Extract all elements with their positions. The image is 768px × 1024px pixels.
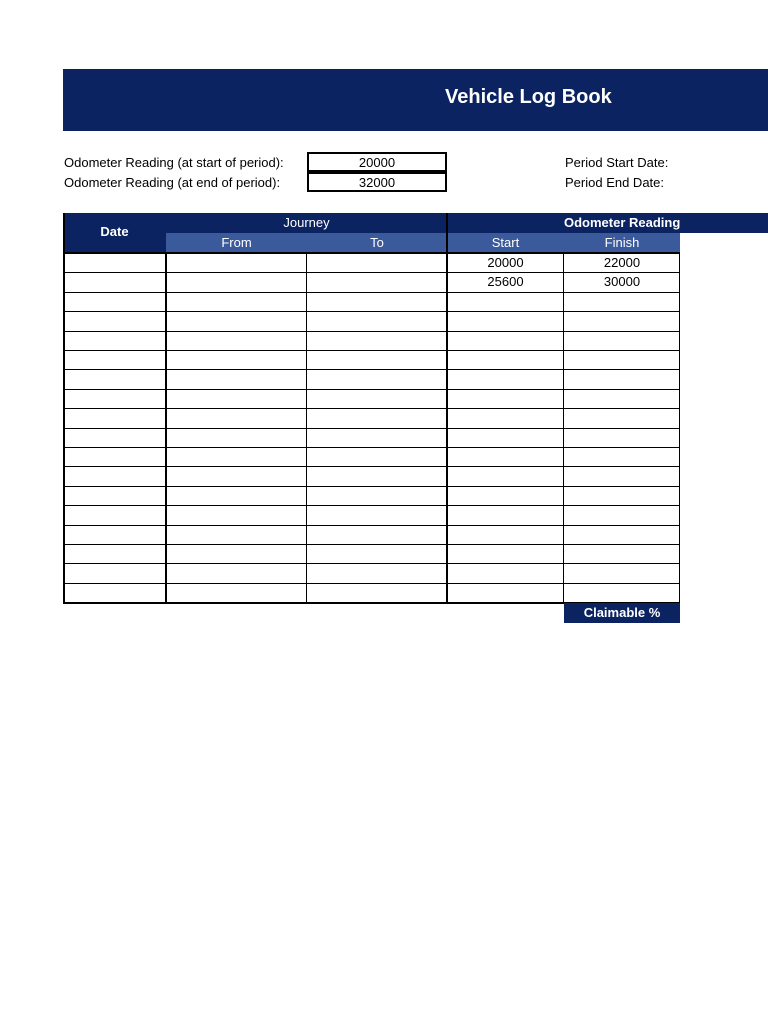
finish-cell[interactable] [564, 292, 680, 311]
start-cell[interactable] [447, 350, 564, 369]
start-cell[interactable] [447, 486, 564, 505]
from-cell[interactable] [166, 544, 307, 563]
to-cell[interactable] [307, 389, 447, 408]
column-divider [165, 253, 167, 604]
from-cell[interactable] [166, 583, 307, 602]
to-cell[interactable] [307, 563, 447, 582]
to-cell[interactable] [307, 486, 447, 505]
start-cell[interactable] [447, 311, 564, 330]
finish-cell[interactable] [564, 428, 680, 447]
to-cell[interactable] [307, 331, 447, 350]
from-cell[interactable] [166, 563, 307, 582]
finish-cell[interactable] [564, 583, 680, 602]
start-cell[interactable] [447, 544, 564, 563]
from-cell[interactable] [166, 272, 307, 291]
date-cell[interactable] [63, 311, 166, 330]
date-cell[interactable] [63, 292, 166, 311]
column-divider [63, 213, 65, 604]
column-divider [446, 213, 448, 604]
to-cell[interactable] [307, 292, 447, 311]
start-cell[interactable] [447, 525, 564, 544]
from-cell[interactable] [166, 389, 307, 408]
from-cell[interactable] [166, 447, 307, 466]
to-cell[interactable] [307, 408, 447, 427]
from-cell[interactable] [166, 331, 307, 350]
finish-cell[interactable]: 30000 [603, 274, 641, 289]
start-cell[interactable] [447, 428, 564, 447]
start-cell[interactable] [447, 292, 564, 311]
finish-cell[interactable] [564, 350, 680, 369]
start-cell[interactable]: 25600 [487, 274, 524, 289]
start-cell[interactable] [447, 369, 564, 388]
to-cell[interactable] [307, 311, 447, 330]
to-cell[interactable] [307, 253, 447, 272]
to-cell[interactable] [307, 583, 447, 602]
finish-cell[interactable] [564, 311, 680, 330]
to-cell[interactable] [307, 544, 447, 563]
to-cell[interactable] [307, 428, 447, 447]
title-banner [63, 69, 768, 131]
to-cell[interactable] [307, 525, 447, 544]
date-cell[interactable] [63, 331, 166, 350]
odometer-start-field[interactable]: 20000 [307, 152, 447, 172]
column-divider [563, 253, 564, 604]
header-divider [63, 252, 680, 254]
date-cell[interactable] [63, 350, 166, 369]
date-cell[interactable] [63, 525, 166, 544]
odometer-end-label: Odometer Reading (at end of period): [64, 175, 281, 190]
odometer-reading-header: Odometer Reading [564, 215, 681, 230]
to-cell[interactable] [307, 466, 447, 485]
to-cell[interactable] [307, 369, 447, 388]
journey-header: Journey [166, 213, 447, 233]
date-cell[interactable] [63, 466, 166, 485]
from-header: From [166, 233, 307, 253]
finish-cell[interactable] [564, 369, 680, 388]
from-cell[interactable] [166, 408, 307, 427]
finish-header: Finish [564, 233, 680, 253]
from-cell[interactable] [166, 311, 307, 330]
date-cell[interactable] [63, 583, 166, 602]
finish-cell[interactable] [564, 544, 680, 563]
date-header: Date [63, 213, 166, 253]
start-cell[interactable] [447, 583, 564, 602]
column-divider [306, 253, 307, 604]
start-cell[interactable]: 20000 [487, 255, 524, 270]
period-start-label: Period Start Date: [565, 155, 669, 170]
finish-cell[interactable] [564, 505, 680, 524]
to-header: To [307, 233, 447, 253]
finish-cell[interactable] [564, 486, 680, 505]
from-cell[interactable] [166, 505, 307, 524]
date-cell[interactable] [63, 272, 166, 291]
from-cell[interactable] [166, 253, 307, 272]
finish-cell[interactable] [564, 563, 680, 582]
column-divider [679, 253, 680, 604]
date-cell[interactable] [63, 505, 166, 524]
from-cell[interactable] [166, 428, 307, 447]
from-cell[interactable] [166, 525, 307, 544]
date-cell[interactable] [63, 447, 166, 466]
start-cell[interactable] [447, 466, 564, 485]
from-cell[interactable] [166, 466, 307, 485]
odometer-end-field[interactable]: 32000 [307, 172, 447, 192]
odometer-start-label: Odometer Reading (at start of period): [64, 155, 284, 170]
claimable-label: Claimable % [564, 603, 680, 623]
date-cell[interactable] [63, 486, 166, 505]
to-cell[interactable] [307, 350, 447, 369]
page-title: Vehicle Log Book [445, 86, 612, 108]
to-cell[interactable] [307, 272, 447, 291]
finish-cell[interactable] [564, 389, 680, 408]
start-header: Start [447, 233, 564, 253]
start-cell[interactable] [447, 331, 564, 350]
from-cell[interactable] [166, 486, 307, 505]
finish-cell[interactable] [564, 466, 680, 485]
start-cell[interactable] [447, 447, 564, 466]
date-cell[interactable] [63, 389, 166, 408]
from-cell[interactable] [166, 369, 307, 388]
start-cell[interactable] [447, 408, 564, 427]
finish-cell[interactable] [564, 408, 680, 427]
start-cell[interactable] [447, 389, 564, 408]
date-cell[interactable] [63, 408, 166, 427]
date-cell[interactable] [63, 253, 166, 272]
date-cell[interactable] [63, 544, 166, 563]
date-cell[interactable] [63, 563, 166, 582]
to-cell[interactable] [307, 447, 447, 466]
finish-cell[interactable] [564, 525, 680, 544]
period-end-label: Period End Date: [565, 175, 665, 190]
date-cell[interactable] [63, 428, 166, 447]
start-cell[interactable] [447, 563, 564, 582]
date-cell[interactable] [63, 369, 166, 388]
from-cell[interactable] [166, 350, 307, 369]
finish-cell[interactable] [564, 447, 680, 466]
finish-cell[interactable] [564, 331, 680, 350]
to-cell[interactable] [307, 505, 447, 524]
from-cell[interactable] [166, 292, 307, 311]
start-cell[interactable] [447, 505, 564, 524]
finish-cell[interactable]: 22000 [603, 255, 641, 270]
